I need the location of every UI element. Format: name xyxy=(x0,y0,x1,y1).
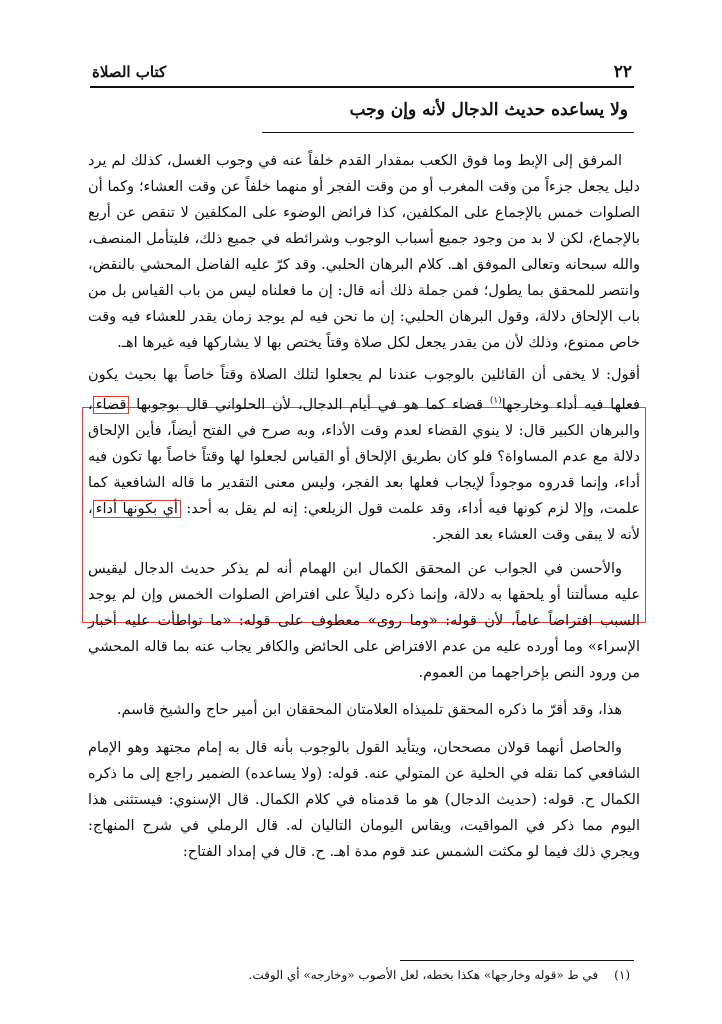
footnote xyxy=(90,966,630,984)
paragraph-2-part-a: أقول: لا يخفى أن القائلين بالوجوب عندنا لم يجعلوا لتلك الصلاة وقتاً خاصاً بها بحيث يكون فعلها فيه أداء وخارجها xyxy=(88,367,640,413)
highlight-qadaa: قضاء xyxy=(93,396,130,414)
header-rule xyxy=(90,86,634,88)
page-number: ٢٢ xyxy=(613,62,632,82)
paragraph-5: والحاصل أنهما قولان مصححان، ويتأيد القول بالوجوب بأنه قال به إمام مجتهد وهو الإمام الشافعي كما نقله في الحلية عن المتولي عنه. قوله: (ولا يساعده) الضمير راجع إلى ما ذكره الكمال ح. قوله: (حديث الدجال) هو ما قدمناه في كلام الكمال. قال الإسنوي: فيستثنى هذا اليوم مما ذكر في المواقيت، ويقاس اليومان التاليان له. قال الرملي في شرح المنهاج: ويجري ذلك فيما لو مكثت الشمس عند قوم مدة اهـ. ح. قال في إمداد الفتاح: xyxy=(88,739,640,860)
matn-text: ولا يساعده حديث الدجال لأنه وإن وجب xyxy=(349,100,628,120)
matn-rule xyxy=(262,132,634,133)
paragraph-4: هذا، وقد أقرّ ما ذكره المحقق تلميذاه العلامتان المحققان ابن أمير حاج والشيخ قاسم. xyxy=(116,701,622,718)
footnote-text: في ط «قوله وخارجها» هكذا بخطه، لعل الأصوب «وخارجه» أي الوقت. xyxy=(248,968,599,982)
paragraph-2 xyxy=(88,362,640,548)
paragraph-3: والأحسن في الجواب عن المحقق الكمال ابن الهمام أنه لم يذكر حديث الدجال ليقيس عليه مسألتنا أو يلحقها به دلالة، وإنما ذكره دليلاً على افتراض الصلوات الخمس وإن لم يوجد السبب افتراضاً عاماً، لأن قوله: «وما روى» معطوف على قوله: «ما تواطأت عليه أخبار الإسراء» وما أورده عليه من عدم الافتراض على الحائض والكافر يجاب عنه بما قاله المحشي من ورود النص بإخراجهما من العموم. xyxy=(88,560,640,681)
paragraph-1: المرفق إلى الإبط وما فوق الكعب بمقدار القدم خلفاً عنه في وجوب الغسل، كذلك لم يرد دليل يجعل جزءاً من وقت المغرب أو من وقت الفجر أو منهما خلفاً عن وقت العشاء؛ وكما أن الصلوات خمس بالإجماع على المكلفين، كذا فرائض الوضوء على المكلفين لا تنقص عن أربع بالإجماع، لكن لا بد من وجود جميع أسباب الوجوب وشرائطه في جميع ذلك، فليتأمل المنصف، والله سبحانه وتعالى الموفق اهـ. كلام البرهان الحلبي. وقد كرّ عليه الفاضل المحشي بالنقض، وانتصر للمحقق بما يطول؛ فمن جملة ذلك أنه قال: إن ما فعلناه ليس من باب القياس بل من باب الإلحاق دلالة، وقول البرهان الحلبي: إن ما نحن فيه لم يوجد زمان يقدر للعشاء فيه وقت خاص ممنوع، وذلك لأن من يقدر يجعل لكل صلاة وقتاً يختص بها لا يشاركها فيه غيرها اهـ. xyxy=(88,153,640,351)
highlight-adaa: أي بكونها أداء xyxy=(93,500,181,518)
running-title: كتاب الصلاة xyxy=(92,63,167,81)
paragraph-2-part-d: ، لأنه لا يبقى وقت العشاء بعد الفجر. xyxy=(88,500,640,543)
footnote-ref: (١) xyxy=(489,396,502,406)
footnote-number: (١) xyxy=(614,968,630,982)
paragraph-2-part-b: قضاء كما هو في أيام الدجال، لأن الحلواني قال بوجوبها xyxy=(129,396,490,413)
paragraph-2-part-c: ، والبرهان الكبير قال: لا ينوي القضاء لعدم وقت الأداء، وبه صرح في الفتح أيضاً، فأين الإلحاق دلالة مع عدم المساواة؟ فلو كان بطريق الإلحاق أو القياس لجعلوا لها وقتاً خاصاً بها تكون فيه أداء، وإنما قدروه موجوداً لإيجاب فعلها بعد الفجر، وليس معنى التقدير ما قاله الشافعية كما علمت، وإلا لزم كونها فيه أداء، وقد علمت قول الزيلعي: إنه لم يقل به أحد: xyxy=(88,396,640,517)
page-header xyxy=(92,62,632,84)
footnote-rule xyxy=(400,960,634,961)
commentary-body xyxy=(88,148,640,876)
